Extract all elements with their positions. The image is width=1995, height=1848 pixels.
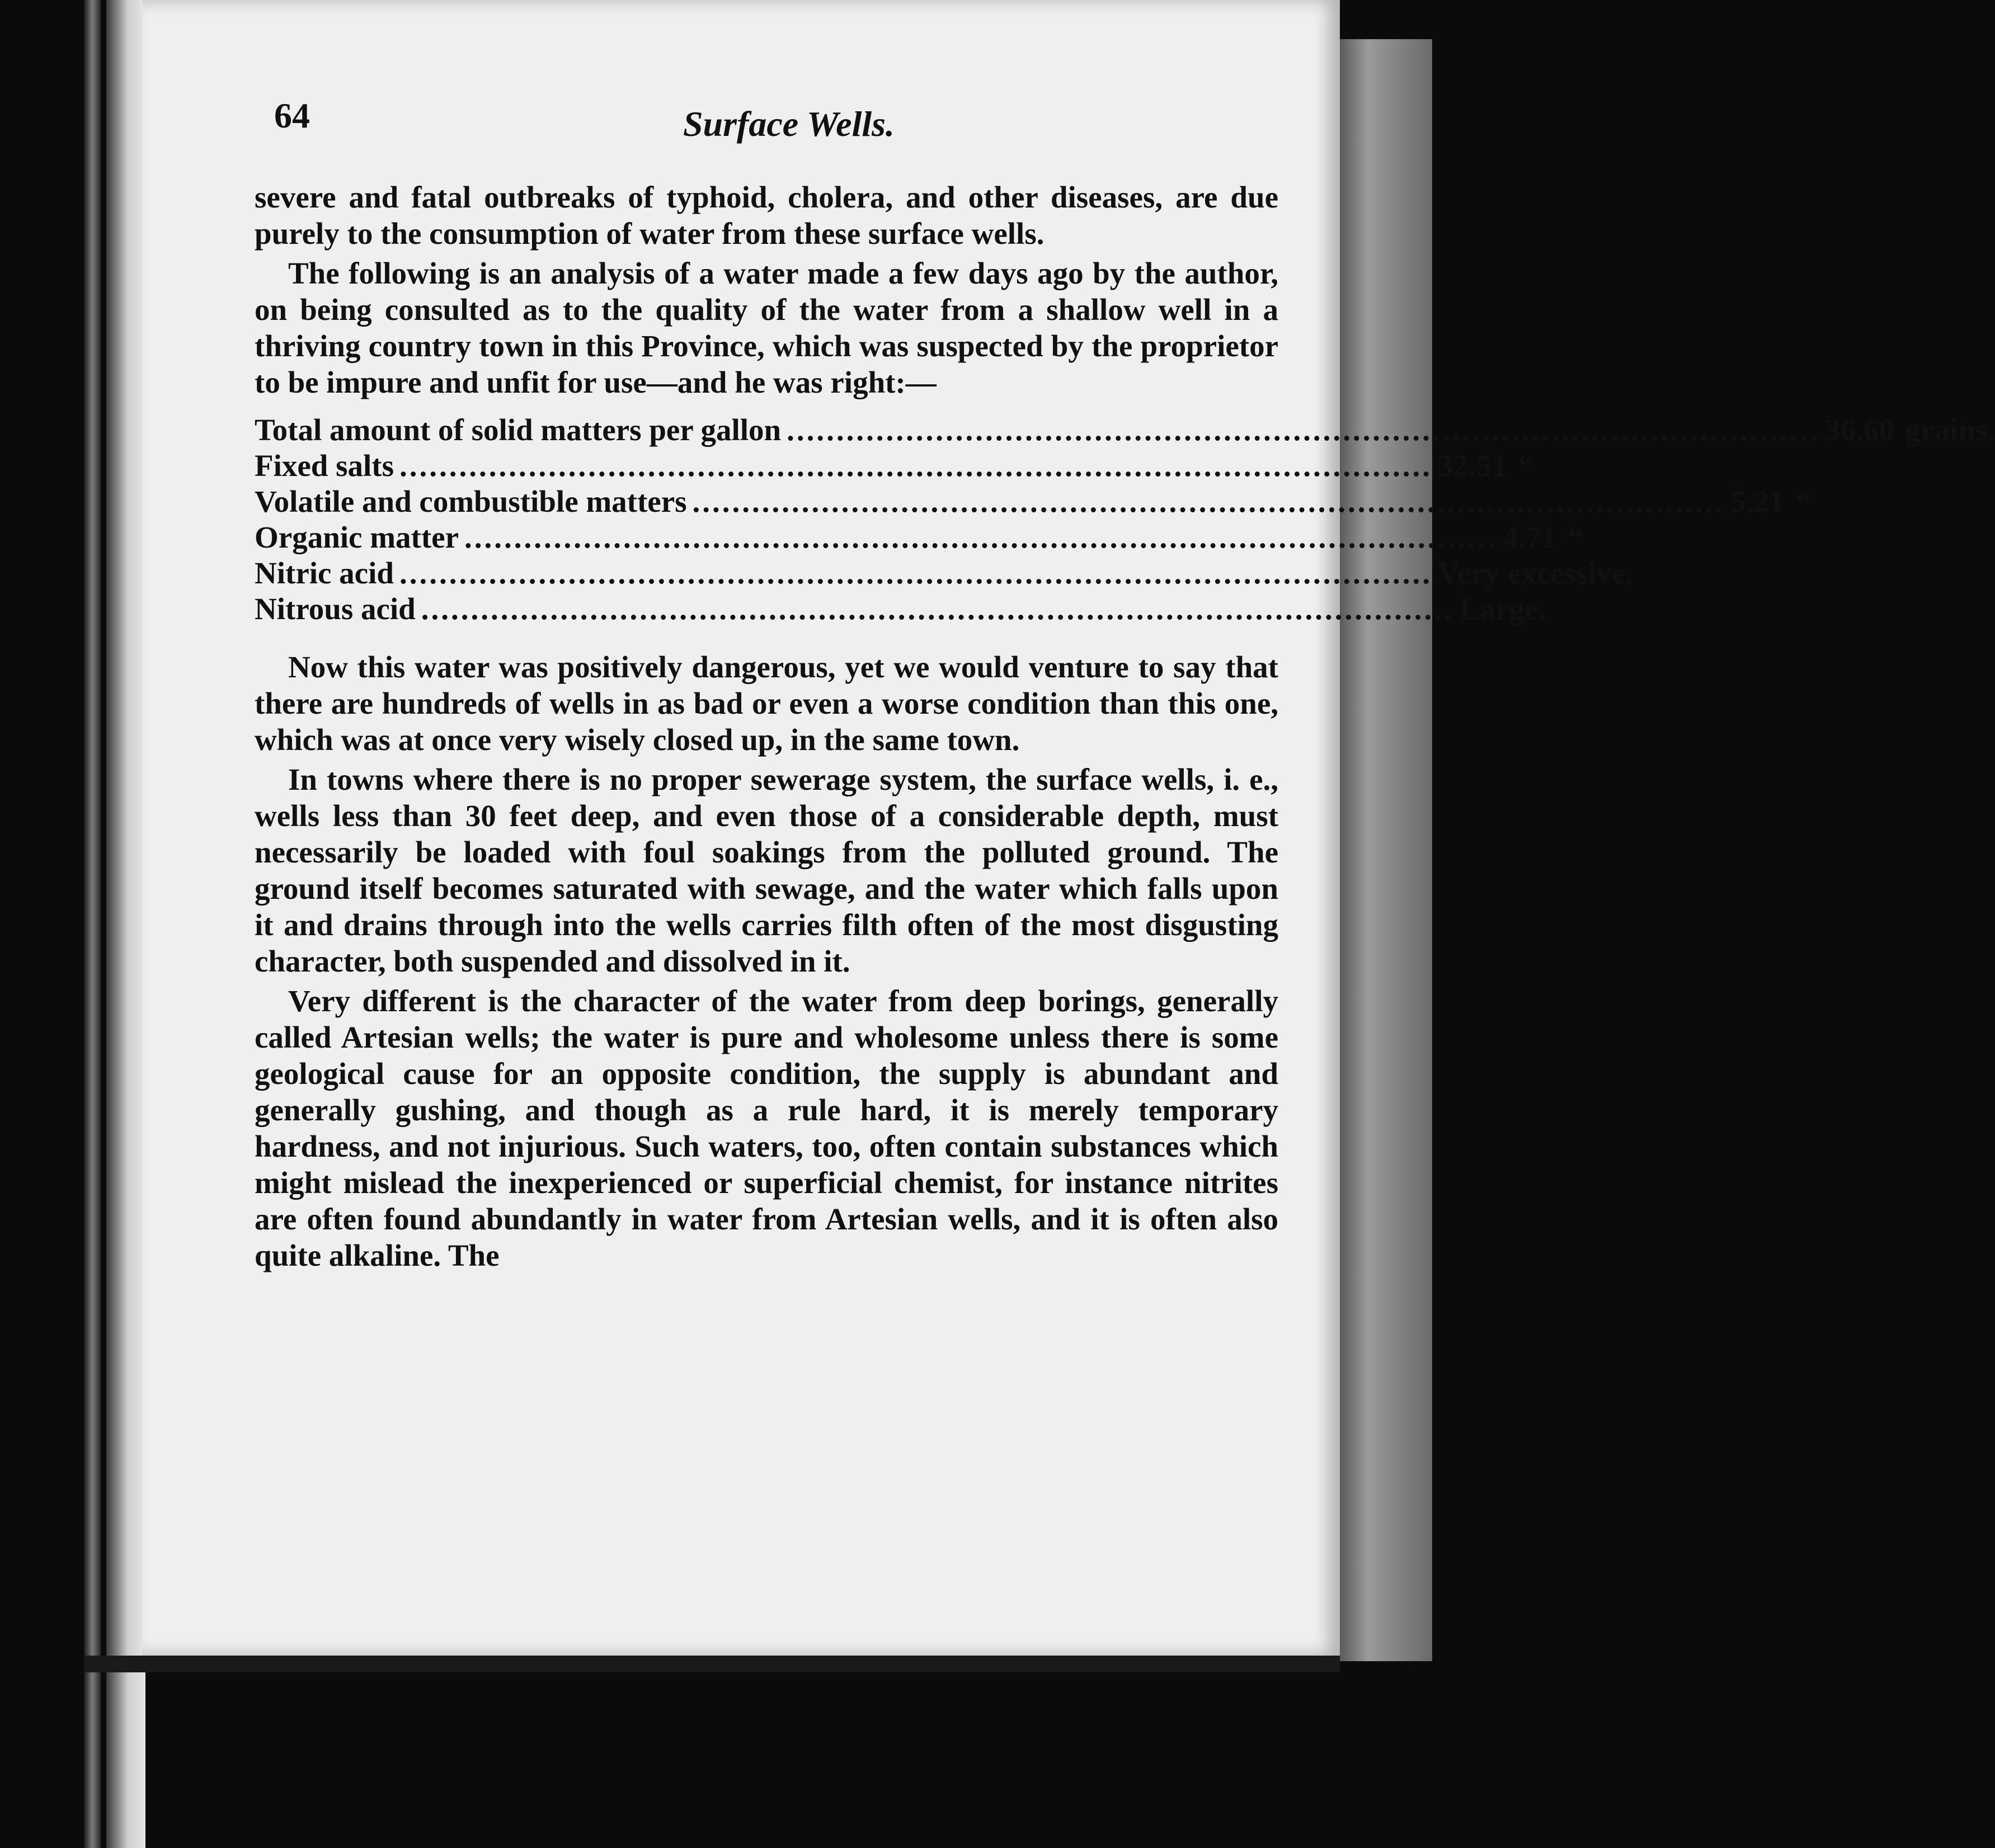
analysis-value: 4.71 bbox=[1503, 520, 1557, 554]
leader-dots: ........................................................................................................ bbox=[421, 592, 1454, 626]
analysis-label: Fixed salts bbox=[255, 449, 394, 483]
analysis-unit: grains. bbox=[1905, 413, 1995, 447]
analysis-unit: “ bbox=[1568, 520, 1583, 554]
analysis-label: Organic matter bbox=[255, 520, 459, 554]
running-title: Surface Wells. bbox=[683, 104, 895, 144]
leader-dots: ........................................................................................................ bbox=[399, 449, 1433, 483]
analysis-value: 36.60 bbox=[1825, 413, 1894, 447]
page-gutter bbox=[106, 0, 145, 1848]
leader-dots: ........................................................................................................ bbox=[787, 413, 1820, 447]
book-spine-shadow bbox=[84, 0, 101, 1848]
analysis-row bbox=[255, 555, 1634, 591]
analysis-label: Volatile and combustible matters bbox=[255, 484, 687, 518]
facing-page-edge bbox=[1340, 39, 1432, 1661]
page-body bbox=[255, 179, 1995, 1277]
paragraph-3: Now this water was positively dangerous, yet we would venture to say that there are hundreds of wells in as bad or even a worse condition than this one, which was at once very wisely closed up, in the same town. bbox=[255, 650, 1278, 757]
leader-dots: ........................................................................................................ bbox=[464, 520, 1497, 554]
analysis-unit: “ bbox=[1795, 484, 1812, 518]
analysis-table bbox=[255, 412, 1995, 626]
paragraph-1: severe and fatal outbreaks of typhoid, cholera, and other diseases, are due purely to the consumption of water from these surface wells. bbox=[255, 180, 1278, 251]
analysis-row bbox=[255, 519, 1583, 555]
analysis-label: Nitric acid bbox=[255, 556, 394, 590]
analysis-label: Total amount of solid matters per gallon bbox=[255, 413, 782, 447]
page-bottom-shadow bbox=[84, 1656, 1340, 1672]
analysis-value: 32.51 bbox=[1438, 449, 1507, 483]
running-head bbox=[274, 89, 1304, 157]
analysis-row bbox=[255, 412, 1995, 447]
analysis-row bbox=[255, 447, 1534, 483]
analysis-label: Nitrous acid bbox=[255, 592, 416, 626]
analysis-value: 5.21 bbox=[1730, 484, 1785, 518]
analysis-row bbox=[255, 591, 1546, 626]
analysis-unit: “ bbox=[1518, 449, 1534, 483]
paragraph-4: In towns where there is no proper sewerage system, the surface wells, i. e., wells less than 30 feet deep, and even those of a considerable depth, must necessarily be loaded with foul soakings from the polluted ground. The ground itself becomes saturated with sewage, and the water which falls upon it and drains through into the wells carries filth often of the most disgusting character, both suspended and dissolved in it. bbox=[255, 762, 1278, 978]
page-number: 64 bbox=[274, 96, 310, 135]
analysis-value: Very excessive. bbox=[1437, 556, 1634, 590]
analysis-row bbox=[255, 483, 1812, 519]
analysis-value: Large. bbox=[1459, 592, 1546, 626]
leader-dots: ........................................................................................................ bbox=[692, 484, 1725, 518]
paragraph-2: The following is an analysis of a water made a few days ago by the author, on being consulted as to the quality of the water from a shallow well in a thriving country town in this Province, which was suspected by the proprietor to be impure and unfit for use—and he was right:— bbox=[255, 256, 1278, 399]
leader-dots: ........................................................................................................ bbox=[399, 556, 1432, 590]
paragraph-5: Very different is the character of the water from deep borings, generally called Artesian wells; the water is pure and wholesome unless there is some geological cause for an opposite condition, the supply is abundant and generally gushing, and though as a rule hard, it is merely temporary hardness, and not injurious. Such waters, too, often contain substances which might mislead the inexperienced or superficial chemist, for instance nitrites are often found abundantly in water from Artesian wells, and it is often also quite alkaline. The bbox=[255, 984, 1278, 1272]
